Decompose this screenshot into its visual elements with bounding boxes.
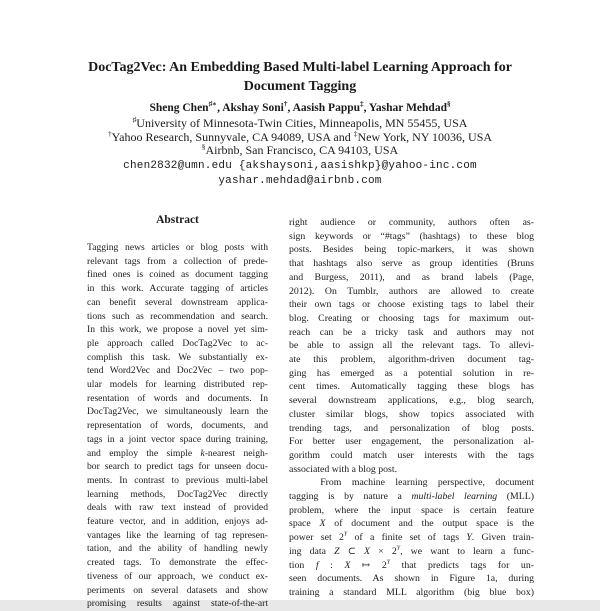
text-line: tiveness of our approach, we conduct ex- bbox=[87, 570, 268, 582]
text-line: problem, where the input space is certain feature bbox=[289, 504, 534, 516]
paper-title bbox=[40, 59, 560, 96]
text-line: From machine learning perspective, document bbox=[289, 477, 534, 489]
introduction-column bbox=[289, 216, 534, 600]
text-line: can benefit several downstream applica- bbox=[87, 296, 268, 308]
text-line: bor search to predict tags for unseen docu- bbox=[87, 461, 268, 473]
text-line: space X of document and the output space is the bbox=[289, 518, 534, 530]
text-line: in this work. Accurate tagging of articles bbox=[87, 283, 268, 295]
text-line: DocTag2Vec: An Embedding Based Multi-label Learning Approach for bbox=[88, 60, 512, 75]
text-line: ular models for learning distributed rep- bbox=[87, 379, 268, 391]
text-line: reach can be a tricky task and authors may not bbox=[289, 326, 534, 338]
text-line: Tagging news articles or blog posts with bbox=[87, 242, 268, 253]
text-line: be able to assign all the relevant tags. To allevi- bbox=[289, 340, 534, 352]
text-line: ple approach called DocTag2Vec to ac- bbox=[87, 337, 268, 349]
text-line: ging has emerged as a potential solution in re- bbox=[289, 367, 534, 379]
text-line: tagging is by nature a multi-label learning (MLL) bbox=[289, 491, 535, 503]
text-line: tion f : X ↦ $2^Y$ that predicts tags for un- bbox=[289, 559, 534, 571]
text-line: and Burgess, 2011), and as brand labels (Page, bbox=[289, 271, 534, 283]
text-line: †Yahoo Research, Sunnyvale, CA 94089, USA and ‡New York, NY 10036, USA bbox=[107, 128, 493, 144]
text-line: right audience or community, authors often as- bbox=[289, 217, 534, 228]
text-line: relevant tags from a collection of prede- bbox=[87, 255, 268, 267]
text-line: sign keywords or “#tags” (hashtags) to these blog bbox=[289, 230, 534, 242]
text-line: promising results against state-of-the-art bbox=[87, 598, 268, 610]
text-line: gorithm could match user interests with the tags bbox=[289, 449, 534, 461]
text-line: created tags. To demonstrate the effec- bbox=[87, 557, 268, 569]
text-line: ♯University of Minnesota-Twin Cities, Minneapolis, MN 55455, USA bbox=[132, 115, 468, 130]
text-line: seen documents. As shown in Figure 1a, during bbox=[289, 573, 534, 585]
text-line: tation, and the ability of handling newly bbox=[87, 543, 268, 555]
abstract-heading: Abstract bbox=[156, 214, 199, 226]
text-line: tend Word2Vec and Doc2Vec – two pop- bbox=[87, 365, 268, 377]
text-line: DocTag2Vec, we simultaneously learn the bbox=[87, 406, 268, 418]
text-line: posts. Besides being topic-markers, it was shown bbox=[289, 244, 534, 256]
text-line: representation of words, documents, and bbox=[87, 420, 268, 432]
affiliations bbox=[0, 117, 600, 158]
text-line: deals with raw text instead of provided bbox=[87, 502, 268, 514]
abstract-column bbox=[87, 241, 268, 611]
text-line: power set $2^Y$ of a finite set of tags Y. Given train- bbox=[289, 531, 534, 544]
text-line: complish this task. We substantially ex- bbox=[87, 351, 268, 363]
text-line: learning methods, DocTag2Vec directly bbox=[87, 488, 268, 500]
text-line: tions such as recommendation and search. bbox=[87, 310, 268, 322]
text-line: blog. Creating or choosing tags for maximum out- bbox=[289, 312, 534, 324]
text-line: trending tags, and personalization of blog posts. bbox=[289, 422, 534, 434]
text-line: cent times. Automatically tagging these blogs has bbox=[289, 381, 534, 393]
text-line: periments on several datasets and show bbox=[87, 584, 268, 596]
authors-line: Sheng Chen♯∗, Akshay Soni†, Aasish Pappu‡, Yashar Mehdad§ bbox=[149, 100, 451, 114]
text-line: their own tags or choose existing tags to label their bbox=[289, 299, 534, 311]
text-line: feature vector, and in addition, enjoys ad- bbox=[87, 516, 268, 528]
text-line: vantages like the learning of tag represen- bbox=[87, 529, 268, 541]
text-line: §Airbnb, San Francisco, CA 94103, USA bbox=[201, 142, 399, 158]
text-line: tags in a joint vector space during training, bbox=[87, 433, 268, 445]
text-line: cluster similar blogs, show topics associated with bbox=[289, 408, 534, 420]
text-line: In this work, we propose a novel yet sim- bbox=[87, 324, 268, 336]
text-line: Document Tagging bbox=[243, 78, 357, 94]
text-line: and employ the simple k-nearest neigh- bbox=[87, 447, 268, 459]
text-line: that hashtags also serve as group identities (Bruns bbox=[289, 258, 534, 270]
text-line: associated with a blog post. bbox=[289, 463, 398, 475]
text-line: ments. In contrast to previous multi-label bbox=[87, 474, 268, 486]
text-line: resentation of words and documents. In bbox=[87, 392, 268, 404]
text-line: 2012). On Tumblr, authors are allowed to create bbox=[289, 285, 534, 297]
text-line: For better user engagement, the personalization al- bbox=[289, 436, 534, 448]
text-line: yashar.mehdad@airbnb.com bbox=[218, 174, 382, 187]
text-line: several downstream applications, e.g., blog search, bbox=[289, 395, 534, 407]
text-line: training a standard MLL algorithm (big blue box) bbox=[289, 586, 534, 598]
text-line: chen2832@umn.edu {akshaysoni,aasishkp}@yahoo-inc.com bbox=[123, 160, 477, 172]
text-line: fined ones is coined as document tagging bbox=[87, 269, 268, 281]
text-line: ing data Z ⊂ $X \times 2^Y$, we want to learn a func- bbox=[289, 545, 535, 557]
text-line: ate this problem, algorithm-driven document tag- bbox=[289, 354, 534, 366]
author-emails bbox=[0, 159, 600, 188]
